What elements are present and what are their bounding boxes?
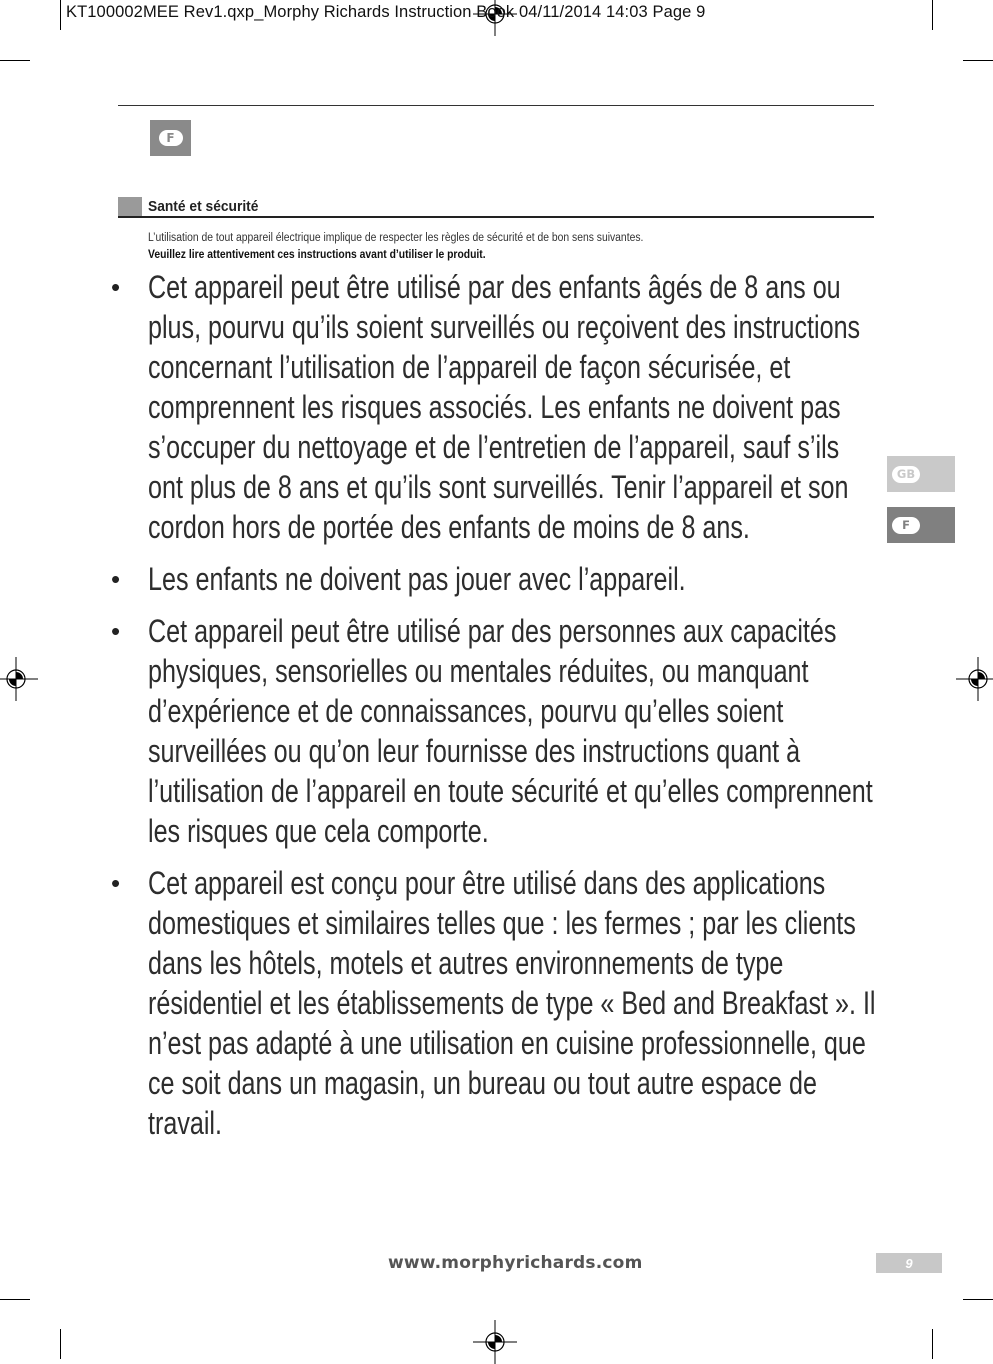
list-item — [111, 559, 991, 599]
bullet-icon: • — [111, 272, 121, 302]
crop-mark — [0, 1299, 30, 1300]
page-number: 9 — [876, 1253, 942, 1273]
bullet-icon: • — [111, 868, 121, 898]
side-tab-label: GB — [892, 466, 920, 483]
registration-mark-icon — [0, 657, 38, 701]
language-badge-label: F — [159, 130, 183, 146]
crop-mark — [963, 60, 993, 61]
bullet-text: Cet appareil peut être utilisé par des personnes aux capacités physiques, sensorielles ou mentales réduites, ou manquant d’expérience et de connaissances, pourvu qu’elles soient surveillées ou qu’on leur fournisse des instructions quant à l’utilisation de l’appareil en toute sécurité et qu’elles comprennent les risques que cela comporte. — [148, 613, 873, 849]
language-badge — [150, 120, 191, 156]
side-tab-f[interactable] — [887, 507, 955, 543]
bullet-text: Cet appareil est conçu pour être utilisé dans des applications domestiques et similaires telles que : les fermes ; par les clients dans les hôtels, motels et autres environnements de type résidentiel et les établissements de type « Bed and Breakfast ». Il n’est pas adapté à une utilisation en cuisine professionnelle, que ce soit dans un magasin, un bureau ou tout autre espace de travail. — [148, 865, 876, 1141]
section-title: Santé et sécurité — [148, 198, 259, 215]
bullet-text: Cet appareil peut être utilisé par des enfants âgés de 8 ans ou plus, pourvu qu’ils soient surveillés ou reçoivent des instructions concernant l’utilisation de l’appareil de façon sécurisée, et comprennent les risques associés. Les enfants ne doivent pas s’occuper du nettoyage et de l’entretien de l’appareil, sauf s’ils ont plus de 8 ans et qu’ils sont surveillés. Tenir l’appareil et son cordon hors de portée des enfants de moins de 8 ans. — [148, 269, 861, 545]
intro-line: L’utilisation de tout appareil électrique implique de respecter les règles de sécurité et de bon sens suivantes. — [148, 232, 644, 244]
bullet-icon: • — [111, 616, 121, 646]
side-tab-gb[interactable] — [887, 456, 955, 492]
crop-mark — [60, 0, 61, 30]
footer-url[interactable]: www.morphyrichards.com — [388, 1253, 643, 1273]
registration-mark-icon — [473, 1320, 517, 1364]
intro-line-bold: Veuillez lire attentivement ces instructions avant d’utiliser le produit. — [148, 249, 486, 261]
section-marker — [118, 197, 142, 217]
crop-mark — [932, 0, 933, 30]
crop-mark — [0, 60, 30, 61]
list-item — [111, 611, 991, 851]
safety-bullet-list — [111, 267, 991, 1155]
crop-mark — [60, 1329, 61, 1359]
bullet-icon: • — [111, 564, 121, 594]
side-tab-label: F — [892, 517, 920, 534]
header-rule — [118, 105, 874, 106]
bullet-text: Les enfants ne doivent pas jouer avec l’appareil. — [148, 561, 686, 597]
list-item — [111, 863, 991, 1143]
list-item — [111, 267, 991, 547]
crop-mark — [932, 1329, 933, 1359]
print-slug: KT100002MEE Rev1.qxp_Morphy Richards Instruction Book 04/11/2014 14:03 Page 9 — [66, 3, 706, 21]
section-rule — [118, 216, 874, 218]
crop-mark — [963, 1299, 993, 1300]
section-intro — [148, 230, 643, 264]
